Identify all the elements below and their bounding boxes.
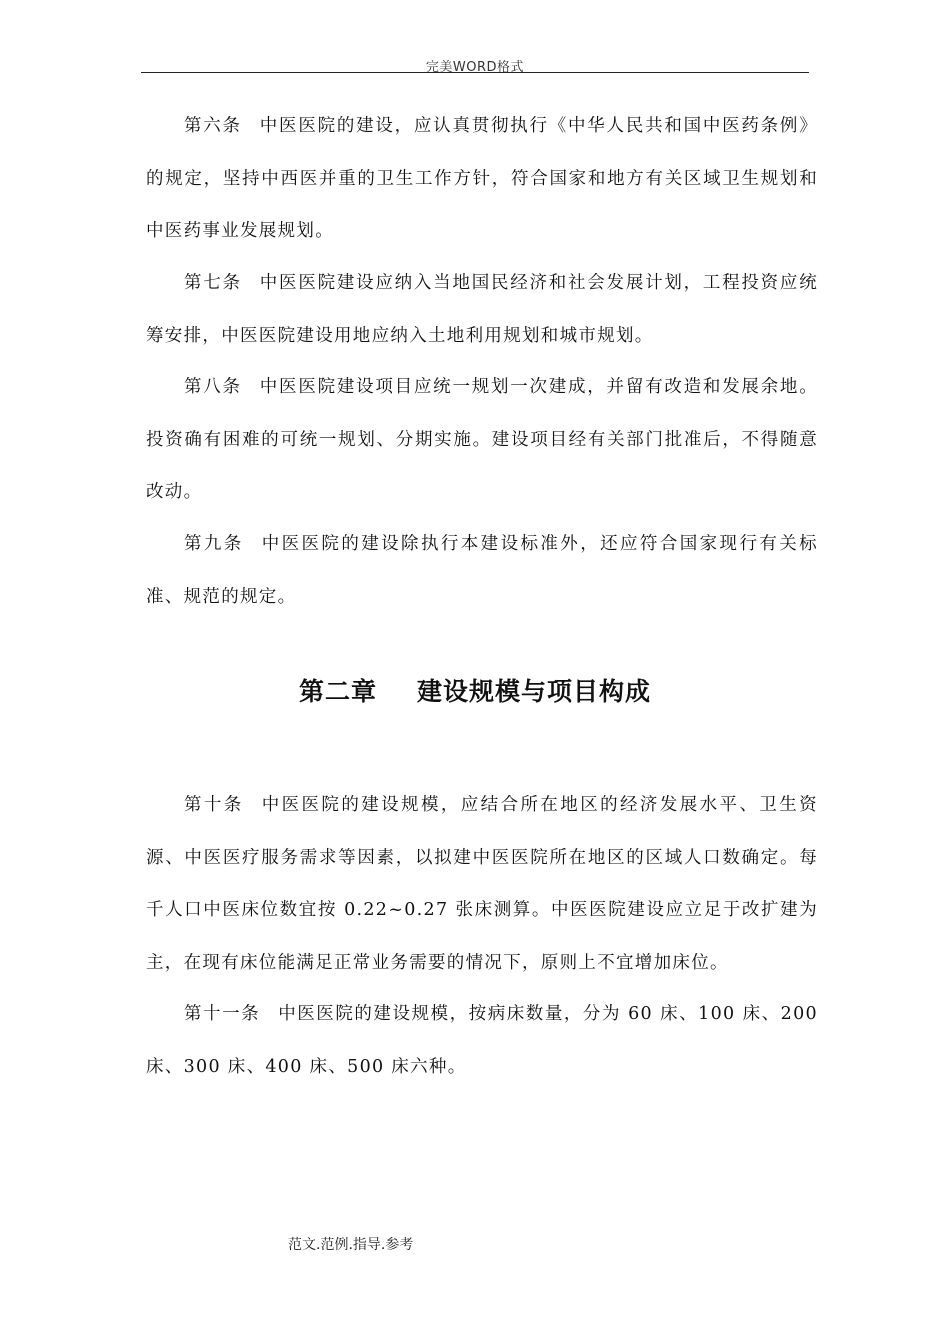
article-11 (146, 988, 818, 1093)
article-text: 中医医院的建设规模，按病床数量，分为 60 床、100 床、200 床、300 床、400 床、500 床六种。 (146, 1004, 818, 1077)
article-number: 第六条 (184, 116, 242, 136)
page-footer: 范文.范例.指导.参考 (288, 1237, 414, 1253)
article-text: 中医医院的建设规模，应结合所在地区的经济发展水平、卫生资源、中医医疗服务需求等因素，以拟建中医医院所在地区的区域人口数确定。每千人口中医床位数宜按 0.22~0.27 张床测算。中医医院建设应立足于改扩建为主，在现有床位能满足正常业务需要的情况下，原则上不宜增加床位。 (146, 795, 818, 973)
article-text: 中医医院的建设除执行本建设标准外，还应符合国家现行有关标准、规范的规定。 (146, 534, 818, 607)
article-number: 第十一条 (184, 1004, 261, 1024)
article-number: 第八条 (184, 377, 242, 397)
chapter-number: 第二章 (298, 677, 377, 706)
article-10 (146, 779, 818, 989)
article-text: 中医医院建设项目应统一规划一次建成，并留有改造和发展余地。投资确有困难的可统一规划、分期实施。建设项目经有关部门批准后，不得随意改动。 (146, 377, 818, 502)
chapter-title: 建设规模与项目构成 (417, 677, 652, 706)
article-text: 中医医院建设应纳入当地国民经济和社会发展计划，工程投资应统筹安排，中医医院建设用地应纳入土地利用规划和城市规划。 (146, 273, 818, 346)
article-9 (146, 518, 818, 623)
article-8 (146, 361, 818, 519)
article-number: 第九条 (184, 534, 244, 554)
article-7 (146, 257, 818, 362)
article-number: 第七条 (184, 273, 242, 293)
article-text: 中医医院的建设，应认真贯彻执行《中华人民共和国中医药条例》的规定，坚持中西医并重的卫生工作方针，符合国家和地方有关区域卫生规划和中医药事业发展规划。 (146, 116, 818, 241)
header-title: 完美WORD格式 (425, 60, 525, 75)
article-6 (146, 100, 818, 258)
chapter-heading (0, 672, 950, 708)
header-divider (141, 72, 809, 73)
article-number: 第十条 (184, 795, 244, 815)
